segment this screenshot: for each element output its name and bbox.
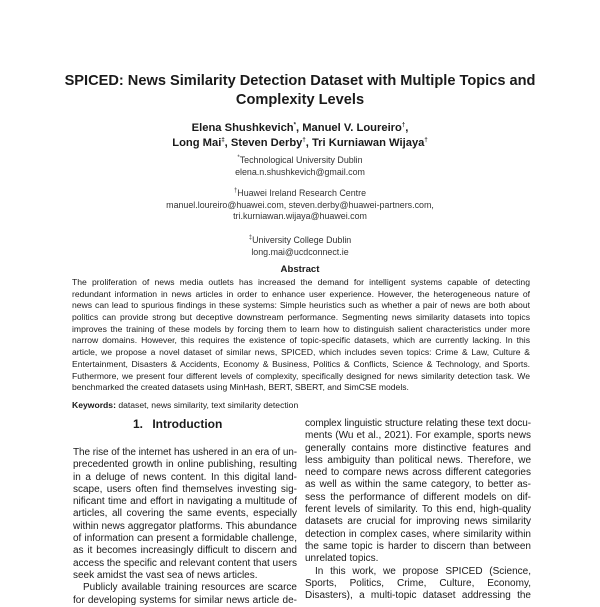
text-line: seek amidst the vast sea of news articles.	[73, 569, 258, 581]
text-line: need to compare news across different categories	[305, 467, 531, 479]
text-line: as it becomes increasingly difficult to discern and	[73, 545, 297, 557]
affiliation-mark: *	[237, 155, 240, 162]
text-line: Futhermore, we present four different levels of complexity, specifically designed for news similarity detection task. We	[72, 370, 530, 381]
affiliation-mark: ‡	[248, 235, 253, 242]
author-mark: ‡	[221, 136, 225, 143]
text-line: Entertainment, Disasters & Accidents, Economy & Business, Politics & Conflicts, Science & Technology, and Sports.	[72, 358, 530, 369]
text-line: The rise of the internet has ushered in an era of un-	[73, 447, 297, 458]
affiliation	[0, 155, 600, 178]
section-heading: 1. Introduction	[133, 417, 223, 431]
affiliation	[0, 188, 600, 223]
text-line: complex linguistic structure relating these text docu-	[305, 418, 531, 429]
affiliation-email: elena.n.shushkevich@gmail.com	[235, 166, 365, 177]
keywords-text: dataset, news similarity, text similarity detection	[115, 400, 299, 410]
text-line: news can lead to spurious findings in these systems: Simple heuristics such as whether a pair of news are both about	[72, 300, 530, 311]
abstract-heading: Abstract	[280, 264, 320, 275]
text-line: within news aggregator platforms. This abundance	[73, 520, 297, 532]
author-name: Long Mai	[172, 136, 222, 149]
text-line: as well as within the same category, to better as-	[305, 479, 531, 491]
text-line: for developing systems for similar news article de-	[73, 594, 297, 606]
text-line: Sports, Politics, Crime, Culture, Economy,	[305, 577, 531, 589]
text-line: detection in complex cases, where similarity within	[305, 528, 531, 540]
affiliation	[0, 235, 600, 258]
text-line: articles, all covering the same events, especially	[73, 508, 297, 520]
text-line: benchmarked the created datasets using MinHash, BERT, SBERT, and SimCSE models.	[72, 382, 409, 393]
left-column-text	[73, 447, 297, 607]
text-line: of information can present a formidable challenge,	[73, 533, 297, 545]
text-line: The proliferation of news media outlets has increased the demand for intelligent systems capable of detecting	[72, 277, 530, 287]
text-line: In this work, we propose SPICED (Science,	[315, 565, 531, 577]
text-line: unrelated topics.	[305, 553, 379, 565]
text-line: scape, users often find themselves investing sig-	[73, 483, 297, 495]
keywords	[72, 400, 298, 410]
author-line: Elena Shushkevich*, Manuel V. Loureiro†,	[191, 122, 409, 134]
affiliation-name: Huawei Ireland Research Centre	[237, 188, 367, 198]
text-line: narrow domains. However, this requires the existence of topic-specific datasets, which are currently lacking. In this	[72, 335, 530, 346]
text-line: Disasters), a multi-topic dataset addressing the	[305, 590, 531, 602]
author-mark: †	[424, 136, 428, 143]
right-column-text	[305, 418, 531, 602]
author-mark: *	[293, 122, 296, 129]
text-line: nificant time and effort in navigating a multitude of	[73, 496, 297, 508]
text-line: access the specific and relevant content that users	[73, 557, 297, 569]
paper-title	[0, 72, 600, 110]
text-line: sess the performance of different models on dif-	[305, 491, 531, 503]
text-line: Publicly available training resources are scarce	[83, 582, 297, 594]
affiliation-email: manuel.loureiro@huawei.com, steven.derby@huawei-partners.com,	[166, 199, 434, 210]
title-line: Complexity Levels	[235, 92, 365, 108]
text-line: ferent levels of similarity. To this end, high-quality	[305, 504, 531, 516]
text-line: politics can provide strong but deceptive downstream performance. Segmenting news similarity datasets into topics	[72, 312, 530, 323]
affiliation-name: Technological University Dublin	[239, 155, 363, 165]
author-mark: †	[401, 122, 406, 129]
text-line: datasets are crucial for improving news similarity	[305, 516, 531, 528]
author-mark: †	[302, 136, 306, 143]
text-line: in a deluge of news content. In this digital land-	[73, 471, 297, 483]
keywords-label: Keywords:	[72, 400, 116, 410]
text-line: generally contains more distinctive features and	[305, 442, 531, 454]
text-line: the same topic is harder to discern than between	[305, 540, 531, 552]
author-name: Elena Shushkevich	[191, 122, 294, 134]
text-line: article, we propose a novel dataset of similar news, SPICED, which includes seven topics: Crime & Law, Culture &	[72, 347, 530, 358]
author-list	[0, 121, 600, 150]
text-line: ments (Wu et al., 2021). For example, sports news	[305, 430, 531, 442]
affiliation-email: tri.kurniawan.wijaya@huawei.com	[233, 211, 367, 221]
text-line: precedented growth in online publishing, resulting	[73, 459, 297, 471]
affiliation-name: University College Dublin	[252, 235, 352, 245]
abstract-body	[72, 277, 530, 394]
author-name: Tri Kurniawan Wijaya	[311, 136, 425, 149]
author-name: Manuel V. Loureiro	[302, 122, 402, 134]
text-line: improves the training of these models by forcing them to learn how to distinguish salient characteristics under more	[72, 323, 530, 334]
affiliation-email: long.mai@ucdconnect.ie	[251, 246, 349, 257]
author-name: Steven Derby	[230, 136, 303, 149]
text-line: less ambiguity than political news. Therefore, we	[305, 454, 531, 466]
affiliation-mark: †	[233, 188, 238, 195]
text-line: redundant information in news articles in order to enhance user experience. However, the heterogeneous nature of	[72, 288, 530, 299]
author-line: Long Mai‡, Steven Derby†, Tri Kurniawan Wijaya†	[172, 136, 428, 149]
title-line: SPICED: News Similarity Detection Dataset with Multiple Topics and	[64, 73, 536, 89]
